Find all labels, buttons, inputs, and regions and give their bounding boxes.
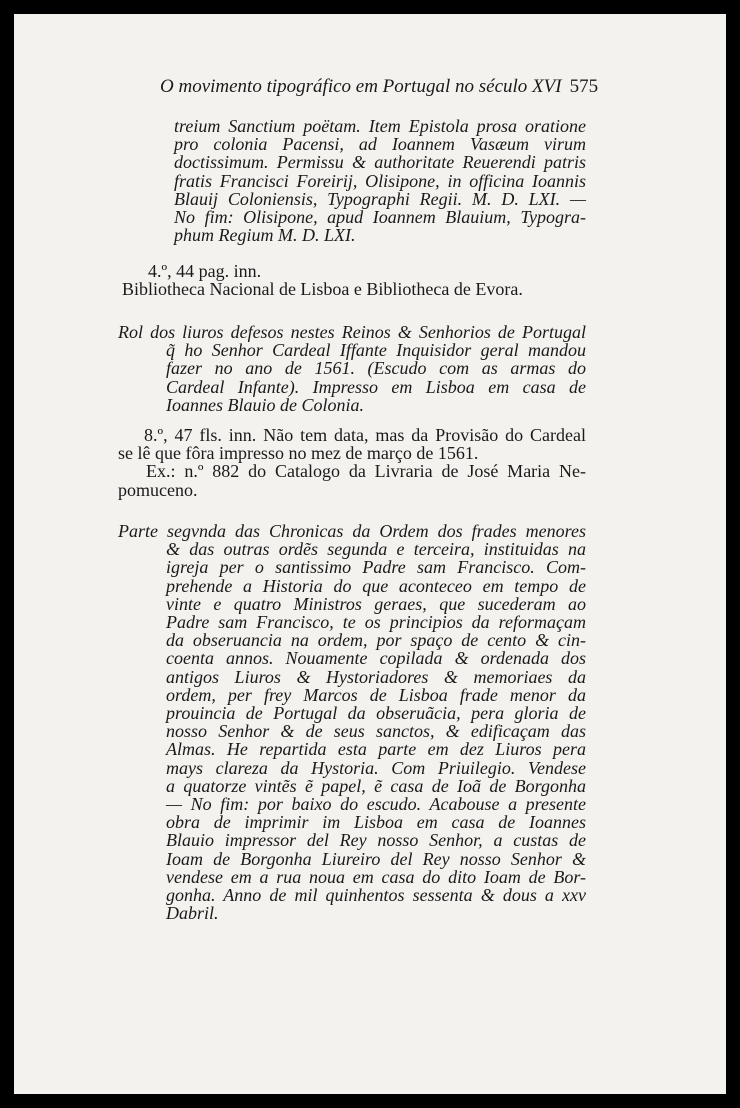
entry-3-line: — No fim: por baixo do escudo. Acabouse a presente (166, 794, 586, 815)
entry-3-line: Blauio impressor del Rey nosso Senhor, a custas de (166, 830, 586, 851)
entry-3-line: mays clareza da Hystoria. Com Priuilegio. Vendese (166, 757, 586, 778)
entry-2-line: Ioannes Blauio de Colonia. (166, 394, 364, 415)
entry-1-line: phum Regium M. D. LXI. (174, 225, 356, 246)
entry-2-title (118, 323, 586, 414)
entry-3-title (118, 522, 586, 922)
entry-3-line: a quatorze vintẽs ẽ papel, ẽ casa de Ioã de Borgonha (166, 775, 586, 796)
entry-2-ex-line: pomuceno. (118, 479, 198, 500)
entry-1-line: pro colonia Pacensi, ad Ioannem Vasæum virum (174, 134, 586, 155)
entry-3-line: coenta annos. Nouamente copilada & ordenada dos (166, 648, 586, 669)
entry-3-line: vinte e quatro Ministros geraes, que sucederam ao (166, 593, 586, 614)
entry-3-line: prouincia de Portugal da obseruãcia, pera gloria de (166, 703, 586, 724)
entry-1-line: fratis Francisci Foreirij, Olisipone, in officina Ioannis (174, 170, 586, 191)
entry-3-line: nosso Senhor & de seus sanctos, & edificaçam das (166, 721, 586, 742)
running-title: O movimento tipográfico em Portugal no século XVI (160, 76, 562, 97)
entry-3-line: Parte segvnda das Chronicas da Ordem dos frades menores (118, 521, 586, 541)
entry-2-line: Cardeal Infante). Impresso em Lisboa em casa de (166, 376, 586, 397)
entry-3-line: vendese em a rua noua em casa do dito Ioam de Bor- (166, 866, 586, 887)
entry-2-note-line: 8.º, 47 fls. inn. Não tem data, mas da Provisão do Cardeal (144, 425, 586, 445)
entry-1-line: Blauij Coloniensis, Typographi Regii. M. D. LXI. — (174, 188, 586, 209)
entry-2-line: Rol dos liuros defesos nestes Reinos & Senhorios de Portugal (118, 322, 586, 342)
entry-2-line: fazer no ano de 1561. (Escudo com as armas do (166, 358, 586, 379)
entry-3-line: da obseruancia na ordem, por spaço de cento & cin- (166, 630, 586, 651)
entry-3-line: obra de imprimir im Lisboa em casa de Ioannes (166, 812, 586, 833)
entry-3-line: igreja per o santissimo Padre sam Francisco. Com- (166, 557, 586, 578)
entry-3-line: prehende a Historia do que aconteceo em tempo de (166, 575, 586, 596)
page-number: 575 (569, 76, 599, 97)
entry-3-line: gonha. Anno de mil quinhentos sessenta & dous a xxv (166, 885, 586, 906)
entry-2-line: q̃ ho Senhor Cardeal Iffante Inquisidor geral mandou (166, 340, 586, 361)
entry-3-line: antigos Liuros & Hystoriadores & memoriaes da (166, 666, 586, 687)
entry-1-line: doctissimum. Permissu & authoritate Reuerendi patris (174, 152, 586, 173)
entry-1-line: No fim: Olisipone, apud Ioannem Blauium, Typogra- (174, 207, 586, 228)
entry-3-line: Padre sam Francisco, te os principios da reformaçam (166, 612, 586, 633)
entry-3-line: Dabril. (166, 903, 219, 924)
entry-1-format: 4.º, 44 pag. inn. (148, 261, 262, 281)
entry-3-line: & das outras ordẽs segunda e terceira, instituidas na (166, 539, 586, 560)
entry-1-line: treium Sanctium poëtam. Item Epistola prosa oratione (174, 116, 586, 136)
entry-1-holdings: Bibliotheca Nacional de Lisboa e Bibliotheca de Evora. (122, 279, 523, 300)
entry-1-title (174, 117, 586, 244)
entry-2-notes (118, 426, 586, 499)
entry-3-line: Almas. He repartida esta parte em dez Liuros pera (166, 739, 586, 760)
entry-2-ex-line: Ex.: n.º 882 do Catalogo da Livraria de José Maria Ne- (146, 461, 586, 482)
entry-2-note-line: se lê que fôra impresso no mez de março de 1561. (118, 443, 479, 464)
entry-1-notes (122, 262, 586, 298)
entry-3-line: Ioam de Borgonha Liureiro del Rey nosso Senhor & (166, 848, 586, 869)
book-page (14, 14, 726, 1094)
running-header (160, 76, 598, 98)
entry-3-line: ordem, per frey Marcos de Lisboa frade menor da (166, 684, 586, 705)
